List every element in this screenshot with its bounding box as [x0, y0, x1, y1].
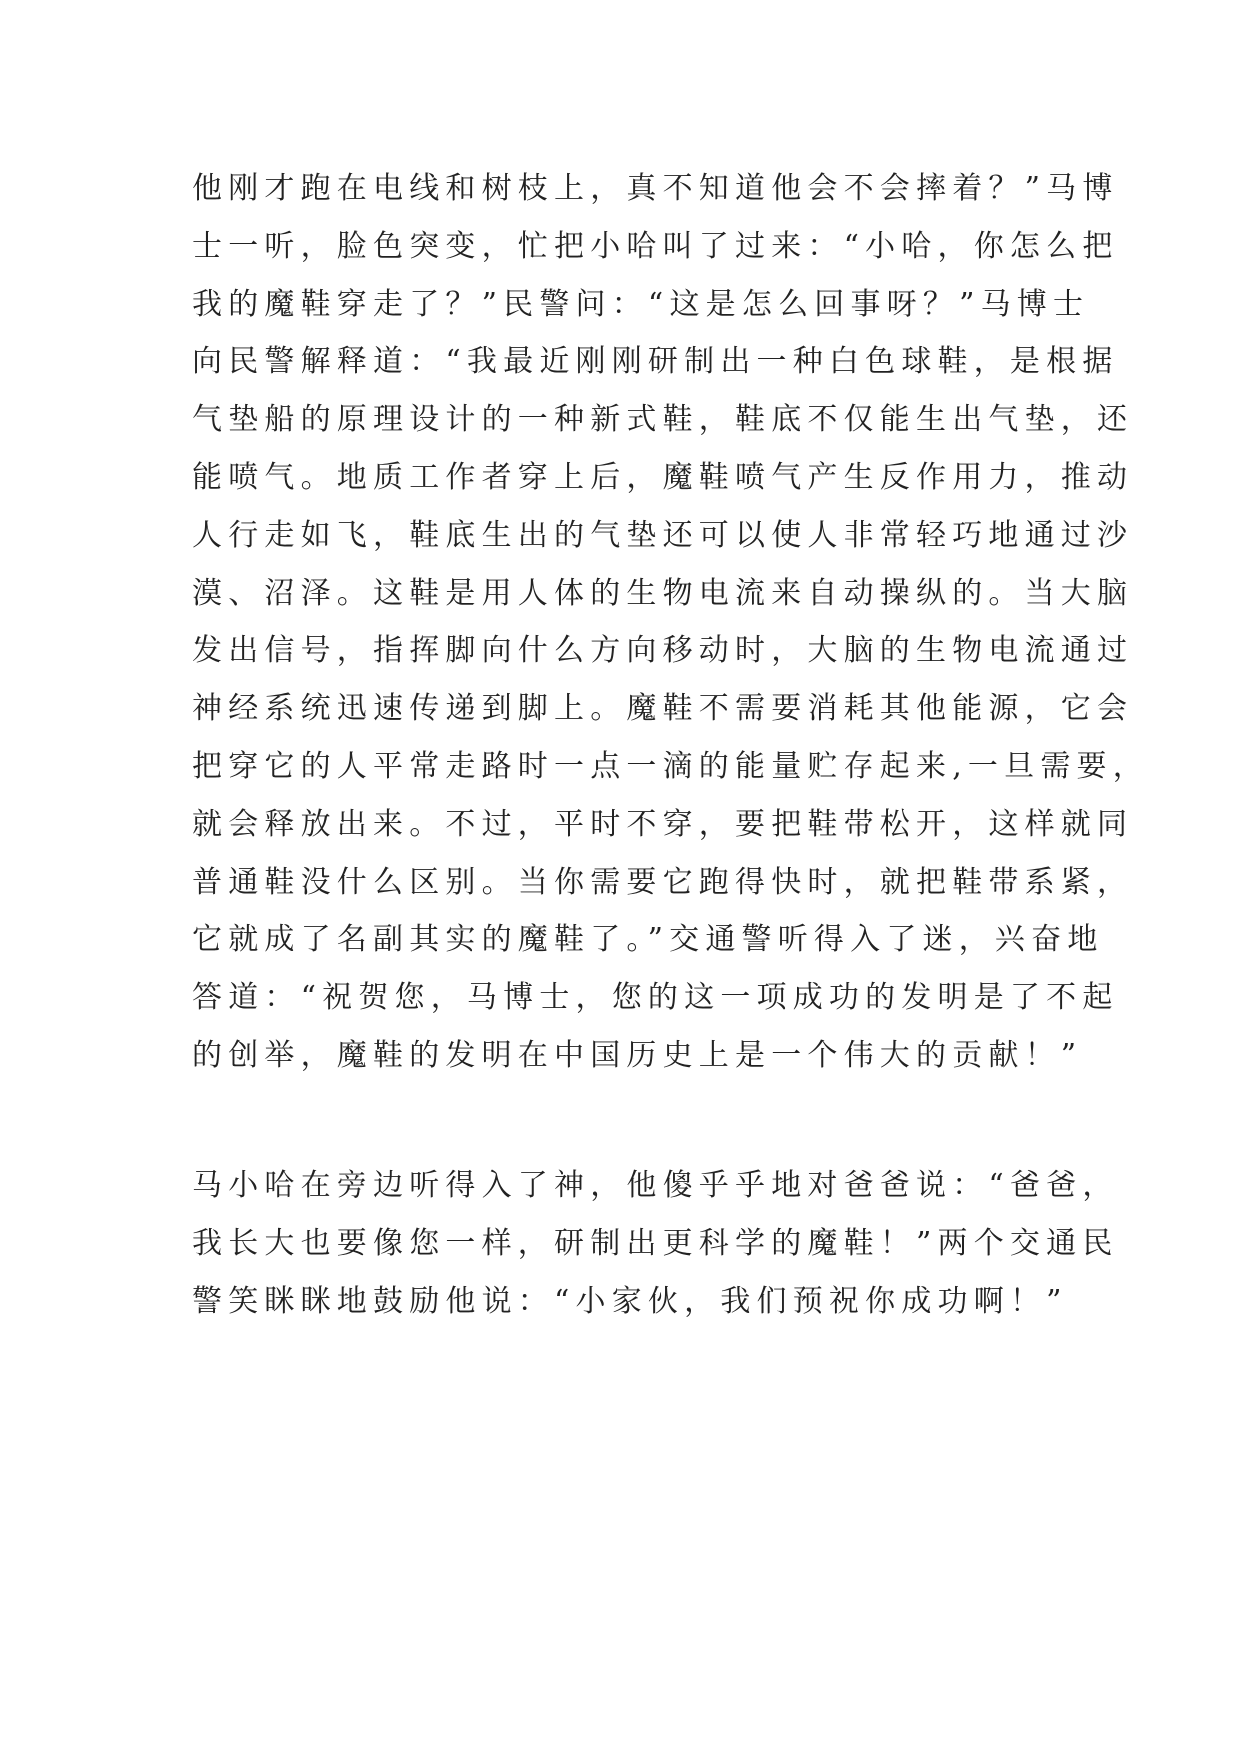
- text-line: 人行走如飞，鞋底生出的气垫还可以使人非常轻巧地通过沙: [192, 517, 1134, 553]
- text-line: 把穿它的人平常走路时一点一滴的能量贮存起来,一旦需要，: [192, 748, 1149, 784]
- text-line: 气垫船的原理设计的一种新式鞋，鞋底不仅能生出气垫，还: [192, 402, 1134, 438]
- text-line: 的创举，魔鞋的发明在中国历史上是一个伟大的贡献！”: [192, 1037, 1083, 1073]
- text-line: 答道：“祝贺您，马博士，您的这一项成功的发明是了不起: [192, 980, 1119, 1016]
- text-line: 警笑眯眯地鼓励他说：“小家伙，我们预祝你成功啊！”: [192, 1283, 1068, 1319]
- text-line: 就会释放出来。不过，平时不穿，要把鞋带松开，这样就同: [192, 806, 1134, 842]
- text-line: 普通鞋没什么区别。当你需要它跑得快时，就把鞋带系紧，: [192, 864, 1134, 900]
- paragraph-2: [192, 1157, 1119, 1330]
- text-line: 神经系统迅速传递到脚上。魔鞋不需要消耗其他能源，它会: [192, 691, 1134, 727]
- text-line: 我长大也要像您一样，研制出更科学的魔鞋！”两个交通民: [192, 1225, 1119, 1261]
- text-line: 漠、沼泽。这鞋是用人体的生物电流来自动操纵的。当大脑: [192, 575, 1134, 611]
- text-line: 它就成了名副其实的魔鞋了。”交通警听得入了迷，兴奋地: [192, 922, 1104, 958]
- text-line: 士一听，脸色突变，忙把小哈叫了过来：“小哈，你怎么把: [192, 228, 1119, 264]
- text-line: 马小哈在旁边听得入了神，他傻乎乎地对爸爸说：“爸爸，: [192, 1168, 1119, 1203]
- text-line: 他刚才跑在电线和树枝上，真不知道他会不会摔着？”马博: [192, 171, 1119, 206]
- text-line: 向民警解释道：“我最近刚刚研制出一种白色球鞋，是根据: [192, 344, 1119, 380]
- text-line: 发出信号，指挥脚向什么方向移动时，大脑的生物电流通过: [192, 633, 1134, 669]
- text-line: 能喷气。地质工作者穿上后，魔鞋喷气产生反作用力，推动: [192, 459, 1134, 495]
- paragraph-1: [192, 160, 1149, 1085]
- text-line: 我的魔鞋穿走了？”民警问：“这是怎么回事呀？”马博士: [192, 286, 1090, 322]
